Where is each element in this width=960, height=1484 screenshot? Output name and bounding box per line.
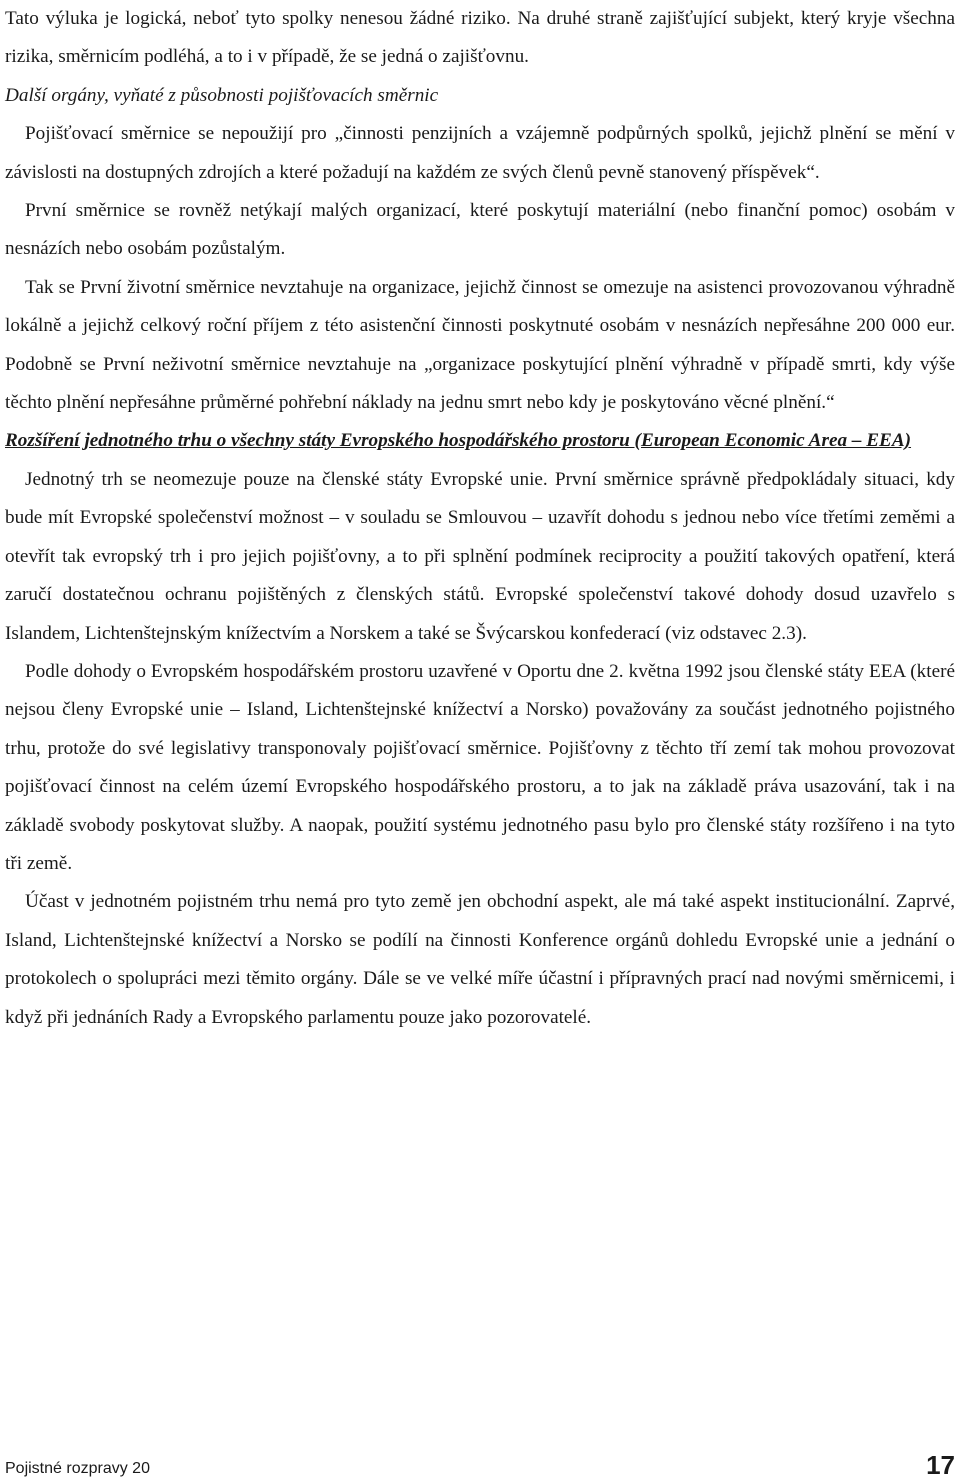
page-number: 17 <box>926 1450 955 1480</box>
page-footer <box>5 1450 955 1484</box>
paragraph: Pojišťovací směrnice se nepoužijí pro „činnosti penzijních a vzájemně podpůrných spolků, jejichž plnění se mění v závislosti na dostupných zdrojích a které požadují na každém ze svých členů pevně stanovený příspěvek“. <box>5 123 955 183</box>
paragraph: Tak se První životní směrnice nevztahuje na organizace, jejichž činnost se omezuje na asistenci provozovanou výhradně lokálně a jejichž celkový roční příjem z této asistenční činnosti poskytnuté osobám v nesnázích nepřesáhne 200 000 eur. Podobně se První neživotní směrnice nevztahuje na „organizace poskytující plnění výhradně v případě smrti, kdy výše těchto plnění nepřesáhne průměrné pohřební náklady na jednu smrt nebo kdy je poskytováno věcné plnění.“ <box>5 276 955 414</box>
section-heading: Rozšíření jednotného trhu o všechny státy Evropského hospodářského prostoru (European Economic Area – EEA) <box>5 430 912 452</box>
paragraph: Účast v jednotném pojistném trhu nemá pro tyto země jen obchodní aspekt, ale má také aspekt institucionální. Zaprvé, Island, Lichtenštejnské knížectví a Norsko se podílí na činnosti Konference orgánů dohledu Evropské unie a jednání o protokolech o spolupráci mezi těmito orgány. Dále se ve velké míře účastní i přípravných prací nad novými směrnicemi, i když při jednáních Rady a Evropského parlamentu pouze jako pozorovatelé. <box>5 891 955 1028</box>
paragraph: První směrnice se rovněž netýkají malých organizací, které poskytují materiální (nebo finanční pomoc) osobám v nesnázích nebo osobám pozůstalým. <box>5 200 955 260</box>
paragraph: Jednotný trh se neomezuje pouze na členské státy Evropské unie. První směrnice správně předpokládaly situaci, kdy bude mít Evropské společenství možnost – v souladu se Smlouvou – uzavřít dohodu s jednou nebo více třetími zeměmi a otevřít tak evropský trh i pro jejich pojišťovny, a to při splnění podmínek reciprocity a použití takových opatření, která zaručí dostatečnou ochranu pojištěných z členských států. Evropské společenství takové dohody dosud uzavřelo s Islandem, Lichtenštejnským knížectvím a Norskem a také se Švýcarskou konfederací (viz odstavec 2.3). <box>5 468 955 644</box>
paragraph: Podle dohody o Evropském hospodářském prostoru uzavřené v Oportu dne 2. května 1992 jsou členské státy EEA (které nejsou členy Evropské unie – Island, Lichtenštejnské knížectví a Norsko) považovány za součást jednotného pojistného trhu, protože do své legislativy transponovaly pojišťovací směrnice. Pojišťovny z těchto tří zemí tak mohou provozovat pojišťovací činnost na celém území Evropského hospodářského prostoru, a to jak na základě práva usazování, tak i na základě svobody poskytovat služby. A naopak, použití systému jednotného pasu bylo pro členské státy rozšířeno i na tyto tři země. <box>5 660 955 874</box>
page-content <box>5 0 955 1037</box>
subsection-title: Další orgány, vyňaté z působnosti pojišťovacích směrnic <box>5 84 439 106</box>
publication-title: Pojistné rozpravy 20 <box>5 1460 150 1477</box>
paragraph: Tato výluka je logická, neboť tyto spolky nenesou žádné riziko. Na druhé straně zajišťující subjekt, který kryje všechna rizika, směrnicím podléhá, a to i v případě, že se jedná o zajišťovnu. <box>5 8 955 68</box>
